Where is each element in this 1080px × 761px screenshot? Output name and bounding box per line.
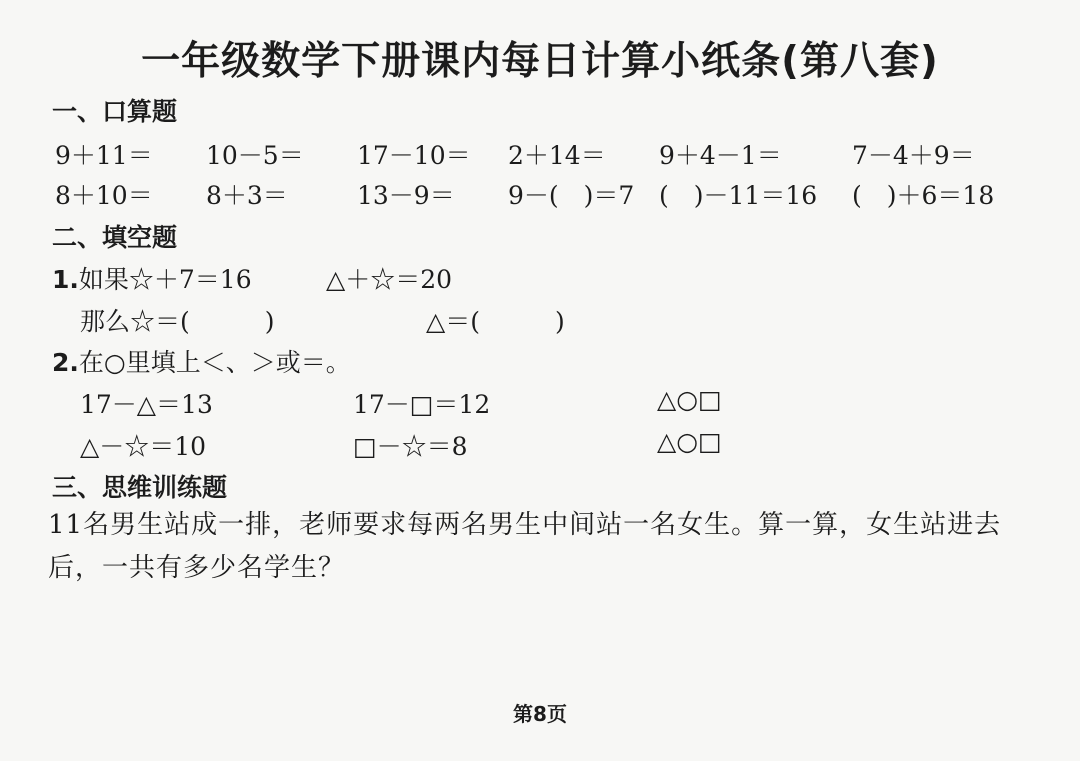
q2-compare-blank: △○□ — [657, 385, 722, 414]
q1-condition-2: △＋☆＝20 — [326, 265, 453, 294]
oral-problem: 10－5＝ — [206, 141, 304, 170]
q2-compare-blank: △○□ — [657, 427, 722, 456]
oral-problem: 17－10＝ — [357, 141, 471, 170]
oral-problem: 8＋10＝ — [55, 181, 153, 210]
q2-equation: 17－△＝13 — [80, 390, 213, 419]
oral-problem: 13－9＝ — [357, 181, 455, 210]
question-number: 2. — [52, 348, 79, 377]
section-heading-thinking: 三、思维训练题 — [52, 473, 228, 502]
thinking-problem: 11名男生站成一排，老师要求每两名男生中间站一名女生。算一算，女生站进去后，一共有多少名学生？ — [48, 510, 1002, 583]
question-number: 1. — [52, 265, 79, 294]
section-heading-oral: 一、口算题 — [52, 97, 178, 126]
q2-instruction: 在○里填上＜、＞或＝。 — [78, 348, 351, 377]
q1-answer-1: 那么☆＝( ) — [80, 307, 275, 336]
oral-problem: 2＋14＝ — [508, 141, 606, 170]
q1-condition-1: 如果☆＋7＝16 — [78, 265, 252, 294]
page-title: 一年级数学下册课内每日计算小纸条(第八套) — [141, 39, 939, 84]
oral-problem: 8＋3＝ — [206, 181, 288, 210]
q1-answer-2: △＝( ) — [426, 307, 565, 336]
oral-problem: ( )－11＝16 — [659, 181, 818, 210]
oral-problem: 9＋4－1＝ — [659, 141, 782, 170]
page-number: 第8页 — [513, 702, 567, 726]
oral-problem: 7－4＋9＝ — [852, 141, 975, 170]
question-2 — [52, 343, 351, 379]
q2-equation: 17－□＝12 — [353, 390, 491, 419]
q2-equation: □－☆＝8 — [353, 432, 468, 461]
oral-problem: 9＋11＝ — [55, 141, 153, 170]
section-heading-fill: 二、填空题 — [52, 223, 178, 252]
q2-equation: △－☆＝10 — [80, 432, 207, 461]
oral-problem: ( )＋6＝18 — [852, 181, 995, 210]
question-1 — [52, 260, 252, 296]
oral-problem: 9－( )＝7 — [508, 181, 635, 210]
